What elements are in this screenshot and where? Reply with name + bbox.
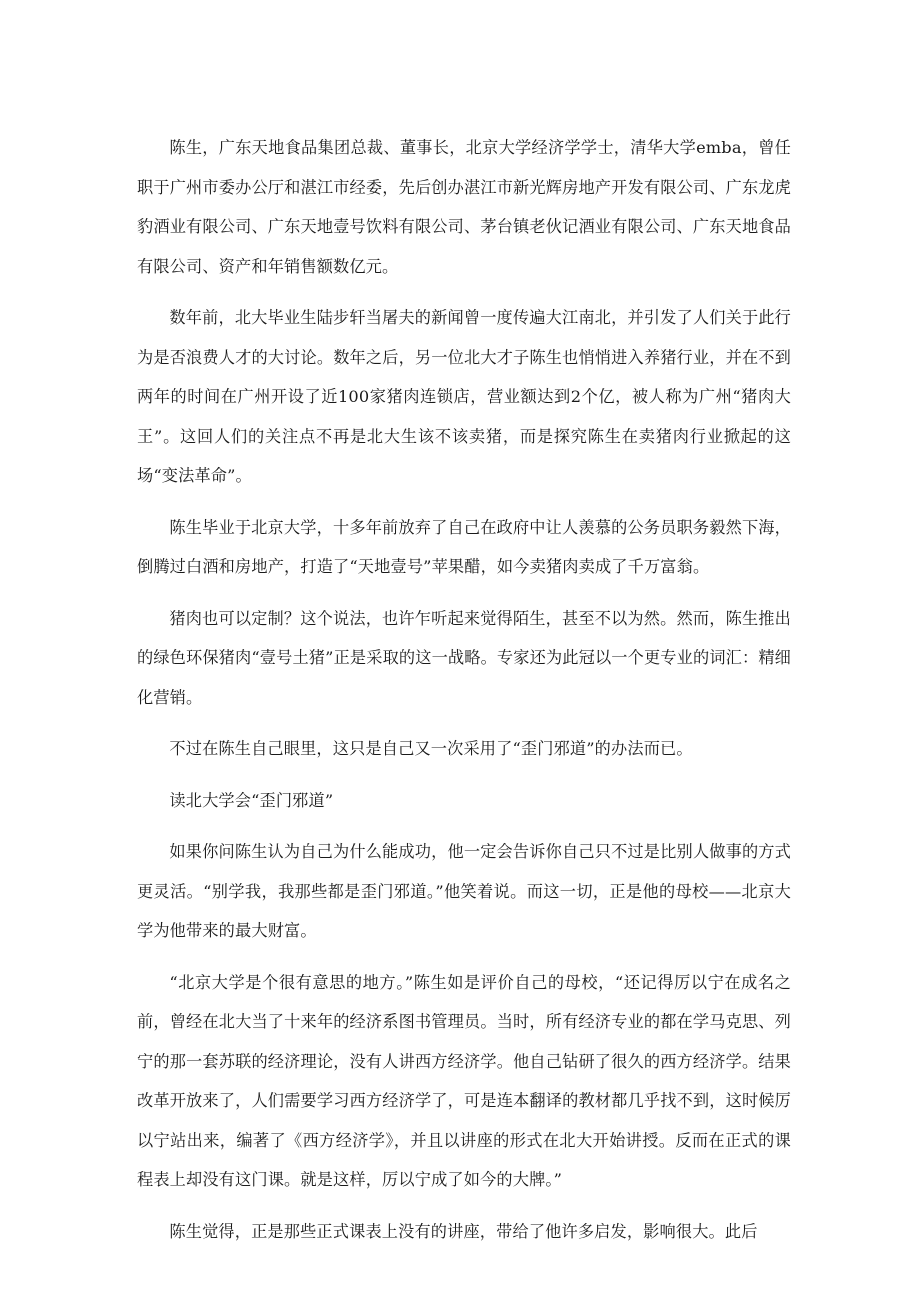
paragraph-unorthodox: 不过在陈生自己眼里，这只是自己又一次采用了“歪门邪道”的办法而已。 <box>169 739 693 758</box>
paragraph-custom-pork: 猪肉也可以定制？这个说法，也许乍听起来觉得陌生，甚至不以为然。然而，陈生推出的绿色环保猪肉“壹号土猪”正是采取的这一战略。专家还为此冠以一个更专业的词汇：精细化营销。 <box>137 608 792 707</box>
paragraph-success: 如果你问陈生认为自己为什么能成功，他一定会告诉你自己只不过是比别人做事的方式更灵活。“别学我，我那些都是歪门邪道。”他笑着说。而这一切，正是他的母校——北京大学为他带来的最大财富。 <box>137 842 791 940</box>
paragraph-intro: 陈生，广东天地食品集团总裁、董事长，北京大学经济学学士，清华大学emba，曾任职于广州市委办公厅和湛江市经委，先后创办湛江市新光辉房地产开发有限公司、广东龙虎豹酒业有限公司、广东天地壹号饮料有限公司、茅台镇老伙记酒业有限公司、广东天地食品有限公司、资产和年销售额数亿元。 <box>137 138 791 276</box>
paragraph-career: 陈生毕业于北京大学，十多年前放弃了自己在政府中让人羡慕的公务员职务毅然下海，倒腾过白酒和房地产，打造了“天地壹号”苹果醋，如今卖猪肉卖成了千万富翁。 <box>137 517 791 576</box>
document-page <box>137 128 791 1251</box>
paragraph-quote: “北京大学是个很有意思的地方。”陈生如是评价自己的母校，“还记得厉以宁在成名之前，曾经在北大当了十来年的经济系图书管理员。当时，所有经济专业的都在学马克思、列宁的那一套苏联的经济理论，没有人讲西方经济学。他自己钻研了很久的西方经济学。结果改革开放来了，人们需要学习西方经济学了，可是连本翻译的教材都几乎找不到，这时候厉以宁站出来，编著了《西方经济学》，并且以讲座的形式在北大开始讲授。反而在正式的课程表上却没有这门课。就是这样，厉以宁成了如今的大牌。” <box>137 972 791 1189</box>
section-heading: 读北大学会“歪门邪道” <box>169 790 334 810</box>
paragraph-lectures: 陈生觉得，正是那些正式课表上没有的讲座，带给了他许多启发，影响很大。此后 <box>169 1221 758 1241</box>
paragraph-background: 数年前，北大毕业生陆步轩当屠夫的新闻曾一度传遍大江南北，并引发了人们关于此行为是否浪费人才的大讨论。数年之后，另一位北大才子陈生也悄悄进入养猪行业，并在不到两年的时间在广州开设了近100家猪肉连锁店，营业额达到2个亿，被人称为广州“猪肉大王”。这回人们的关注点不再是北大生该不该卖猪，而是探究陈生在卖猪肉行业掀起的这场“变法革命”。 <box>137 308 791 485</box>
